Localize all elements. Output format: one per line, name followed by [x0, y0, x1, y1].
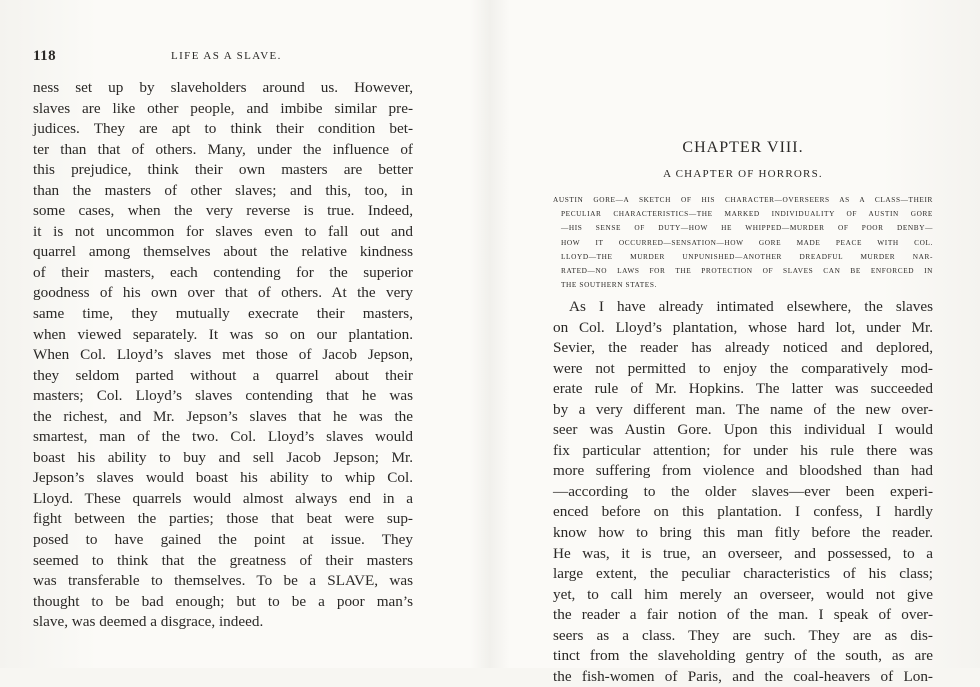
text-line: —according to the older slaves—ever been experi- — [553, 482, 933, 500]
text-line: same time, they mutually execrate their masters, — [33, 305, 413, 323]
text-line: smartest, man of the two. Col. Lloyd’s slaves would — [33, 428, 413, 446]
synopsis-line: HOW IT OCCURRED—SENSATION—HOW GORE MADE PEACE WITH COL. — [561, 237, 933, 247]
text-line: posed to have gained the point at issue. They — [33, 531, 413, 549]
text-line: Jepson’s slaves would boast his ability to whip Col. — [33, 469, 413, 487]
text-line: on Col. Lloyd’s plantation, whose hard lot, under Mr. — [553, 318, 933, 336]
text-line: Lloyd. These quarrels would almost always end in a — [33, 489, 413, 507]
text-line: more suffering from violence and bloodshed than had — [553, 462, 933, 480]
text-line: Sevier, the reader has already noticed and deplored, — [553, 339, 933, 357]
synopsis-line: LLOYD—THE MURDER UNPUNISHED—ANOTHER DREADFUL MURDER NAR- — [561, 251, 933, 261]
text-line: the richest, and Mr. Jepson’s slaves that he was the — [33, 407, 413, 425]
text-line: boast his ability to buy and sell Jacob Jepson; Mr. — [33, 448, 413, 466]
synopsis-line: —HIS SENSE OF DUTY—HOW HE WHIPPED—MURDER OF POOR DENBY— — [561, 223, 933, 233]
synopsis-line: PECULIAR CHARACTERISTICS—THE MARKED INDIVIDUALITY OF AUSTIN GORE — [561, 209, 933, 219]
text-line: seer was Austin Gore. Upon this individual I would — [553, 421, 933, 439]
text-line: slave, was deemed a disgrace, indeed. — [33, 613, 264, 631]
text-line: it is not uncommon for slaves even to fall out and — [33, 222, 413, 240]
running-title: LIFE AS A SLAVE. — [171, 50, 282, 62]
chapter-synopsis — [553, 193, 933, 292]
synopsis-line: RATED—NO LAWS FOR THE PROTECTION OF SLAVES CAN BE ENFORCED IN — [561, 265, 933, 275]
page-number: 118 — [33, 48, 57, 64]
text-line: large extent, the peculiar characteristics of his class; — [553, 565, 933, 583]
text-line: ness set up by slaveholders around us. However, — [33, 79, 413, 96]
text-line: fix particular attention; for under his rule there was — [553, 441, 933, 459]
text-line: ter than that of others. Many, under the influence of — [33, 140, 413, 158]
text-line: He was, it is true, an overseer, and possessed, to a — [553, 544, 933, 562]
text-line: erate rule of Mr. Hopkins. The latter was succeeded — [553, 380, 933, 398]
text-line: goodness of his own over that of others. At the very — [33, 284, 413, 302]
text-line: enced before on this plantation. I confess, I hardly — [553, 503, 933, 521]
text-line: tinct from the slaveholding gentry of the south, as are — [553, 647, 933, 665]
text-line: thought to be bad enough; but to be a poor man’s — [33, 592, 413, 610]
text-line: When Col. Lloyd’s slaves met those of Jacob Jepson, — [33, 346, 413, 364]
chapter-number: CHAPTER VIII. — [682, 139, 804, 156]
text-line: slaves are like other people, and imbibe similar pre- — [33, 99, 413, 117]
text-line: masters; Col. Lloyd’s slaves contending that he was — [33, 387, 413, 405]
text-line: this prejudice, think their own masters are better — [33, 161, 413, 179]
right-body-text — [553, 297, 933, 687]
text-line: some cases, when the very reverse is true. Indeed, — [33, 202, 413, 220]
text-line: than the masters of other slaves; and this, too, in — [33, 181, 413, 199]
text-line: As I have already intimated elsewhere, the slaves — [569, 298, 933, 315]
chapter-title: A CHAPTER OF HORRORS. — [663, 168, 823, 180]
text-line: the fish-women of Paris, and the coal-heavers of Lon- — [553, 667, 933, 685]
text-line: yet, to call him merely an overseer, would not give — [553, 585, 933, 603]
text-line: the reader a fair notion of the man. I speak of over- — [553, 606, 933, 624]
synopsis-line: THE SOUTHERN STATES. — [561, 280, 657, 290]
text-line: were not permitted to enjoy the comparatively mod- — [553, 359, 933, 377]
text-line: they seldom parted without a quarrel about their — [33, 366, 413, 384]
text-line: know how to bring this man fitly before the reader. — [553, 524, 933, 542]
text-line: seers as a class. They are such. They are as dis- — [553, 626, 933, 644]
text-line: judices. They are apt to think their condition bet- — [33, 120, 413, 138]
synopsis-line: AUSTIN GORE—A SKETCH OF HIS CHARACTER—OVERSEERS AS A CLASS—THEIR — [553, 195, 933, 204]
text-line: seemed to think that the greatness of their masters — [33, 551, 413, 569]
text-line: fight between the parties; those that beat were sup- — [33, 510, 413, 528]
text-line: quarrel among themselves about the relative kindness — [33, 243, 413, 261]
text-line: when viewed separately. It was so on our plantation. — [33, 325, 413, 343]
text-line: by a very different man. The name of the new over- — [553, 400, 933, 418]
left-body-text — [33, 78, 413, 633]
running-head — [33, 48, 413, 70]
text-line: was transferable to themselves. To be a SLAVE, was — [33, 572, 413, 590]
text-line: of their masters, each contending for the superior — [33, 263, 413, 281]
